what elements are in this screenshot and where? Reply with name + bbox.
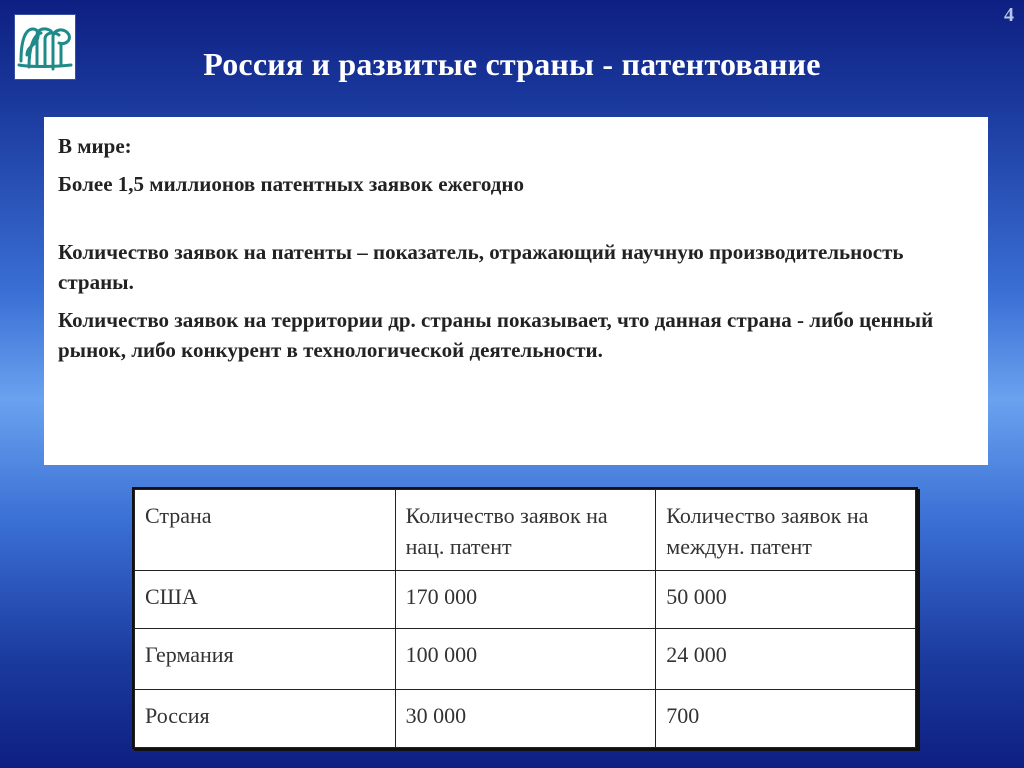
patent-table (132, 487, 918, 749)
table-header-row (135, 490, 916, 571)
info-box (44, 117, 988, 465)
table-header-country: Страна (135, 490, 396, 571)
table-row (135, 629, 916, 690)
table-header-international: Количество заявок на междун. патент (656, 490, 916, 571)
table-cell-international: 700 (656, 690, 916, 748)
table-cell-country: Россия (135, 690, 396, 748)
info-paragraph-indicator: Количество заявок на патенты – показатель, отражающий научную производительность страны. (58, 240, 904, 294)
slide-title: Россия и развитые страны - патентование (203, 46, 821, 82)
info-line-applications: Более 1,5 миллионов патентных заявок ежегодно (58, 172, 524, 196)
table-cell-international: 50 000 (656, 571, 916, 629)
table-cell-country: Германия (135, 629, 396, 690)
slide-number: 4 (1004, 4, 1014, 26)
table-cell-country: США (135, 571, 396, 629)
info-paragraph-foreign: Количество заявок на территории др. страны показывает, что данная страна - либо ценный рынок, либо конкурент в технологической деятельности. (58, 308, 934, 362)
table-row (135, 571, 916, 629)
table-cell-national: 170 000 (395, 571, 656, 629)
table-cell-national: 30 000 (395, 690, 656, 748)
table-header-national: Количество заявок на нац. патент (395, 490, 656, 571)
table-row (135, 690, 916, 748)
table-cell-international: 24 000 (656, 629, 916, 690)
table-cell-national: 100 000 (395, 629, 656, 690)
info-heading: В мире: (58, 134, 132, 158)
